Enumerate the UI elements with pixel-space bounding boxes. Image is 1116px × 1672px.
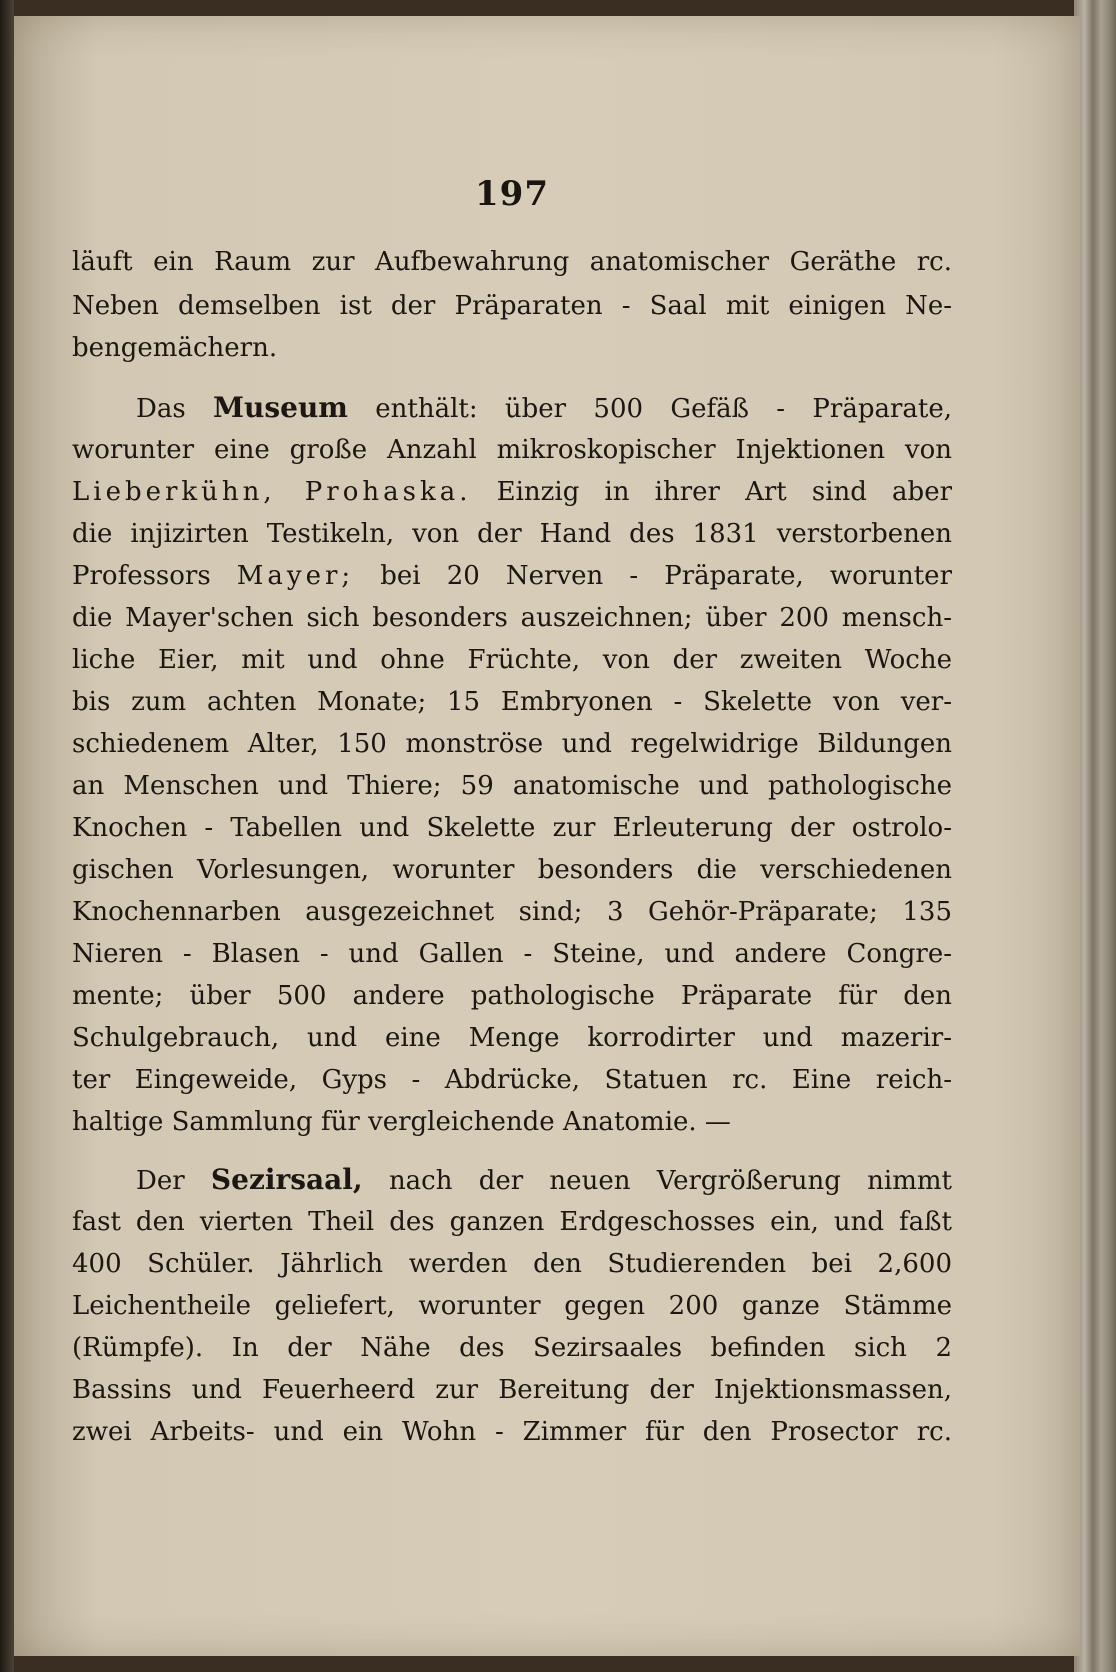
text-line-1: läuft ein Raum zur Aufbewahrung anatomischer Geräthe rc.: [72, 247, 952, 277]
text-line-14: Knochen - Tabellen und Skelette zur Erleuterung der ostrolo-: [72, 813, 952, 843]
text-line-5: worunter eine große Anzahl mikroskopischer Injektionen von: [72, 435, 952, 465]
book-gutter-edge: [0, 0, 14, 1672]
text-line-18: mente; über 500 andere pathologische Präparate für den: [72, 981, 952, 1011]
text-line-23: fast den vierten Theil des ganzen Erdgeschosses ein, und faßt: [72, 1207, 952, 1237]
text-line-21: haltige Sammlung für vergleichende Anatomie. —: [72, 1107, 731, 1137]
book-page: [14, 16, 1080, 1656]
heading-sezirsaal: Sezirsaal,: [210, 1163, 363, 1196]
name-mayer: Mayer;: [236, 561, 355, 591]
text-line-2: Neben demselben ist der Präparaten - Saal mit einigen Ne-: [72, 291, 952, 321]
page-number: 197: [475, 174, 549, 214]
text-line-11: bis zum achten Monate; 15 Embryonen - Skelette von ver-: [72, 687, 952, 717]
text-line-9: die Mayer'schen sich besonders auszeichnen; über 200 mensch-: [72, 603, 952, 633]
book-page-edges: [1074, 0, 1116, 1672]
text-line-6: [72, 472, 952, 512]
text-line-15: gischen Vorlesungen, worunter besonders die verschiedenen: [72, 855, 952, 885]
text-line-8-start: Professors: [72, 561, 211, 591]
text-line-4: [72, 388, 952, 428]
text-line-7: die injizirten Testikeln, von der Hand des 1831 verstorbenen: [72, 519, 952, 549]
text-line-22: [72, 1160, 952, 1200]
text-line-24: 400 Schüler. Jährlich werden den Studierenden bei 2,600: [72, 1249, 952, 1279]
paragraph-start-word-2: Der: [136, 1166, 185, 1196]
text-line-22-rest: nach der neuen Vergrößerung nimmt: [388, 1166, 952, 1196]
text-line-20: ter Eingeweide, Gyps - Abdrücke, Statuen rc. Eine reich-: [72, 1065, 952, 1095]
text-line-8: [72, 556, 952, 596]
paragraph-start-word: Das: [136, 394, 186, 424]
heading-museum: Museum: [213, 391, 348, 424]
text-line-4-rest: enthält: über 500 Gefäß - Präparate,: [375, 394, 952, 424]
text-line-8-rest: bei 20 Nerven - Präparate, worunter: [380, 561, 952, 591]
text-line-19: Schulgebrauch, und eine Menge korrodirter und mazerir-: [72, 1023, 952, 1053]
text-line-3: bengemächern.: [72, 333, 278, 363]
text-line-28: zwei Arbeits- und ein Wohn - Zimmer für den Prosector rc.: [72, 1417, 952, 1447]
text-line-25: Leichentheile geliefert, worunter gegen 200 ganze Stämme: [72, 1291, 952, 1321]
text-line-6-rest: Einzig in ihrer Art sind aber: [496, 477, 952, 507]
text-line-26: (Rümpfe). In der Nähe des Sezirsaales befinden sich 2: [72, 1333, 952, 1363]
text-line-17: Nieren - Blasen - und Gallen - Steine, und andere Congre-: [72, 939, 952, 969]
text-line-10: liche Eier, mit und ohne Früchte, von der zweiten Woche: [72, 645, 952, 675]
text-line-16: Knochennarben ausgezeichnet sind; 3 Gehör-Präparate; 135: [72, 897, 952, 927]
text-line-27: Bassins und Feuerheerd zur Bereitung der Injektionsmassen,: [72, 1375, 952, 1405]
names-lieberkuehn-prohaska: Lieberkühn, Prohaska.: [72, 477, 472, 507]
text-line-13: an Menschen und Thiere; 59 anatomische und pathologische: [72, 771, 952, 801]
text-line-12: schiedenem Alter, 150 monströse und regelwidrige Bildungen: [72, 729, 952, 759]
